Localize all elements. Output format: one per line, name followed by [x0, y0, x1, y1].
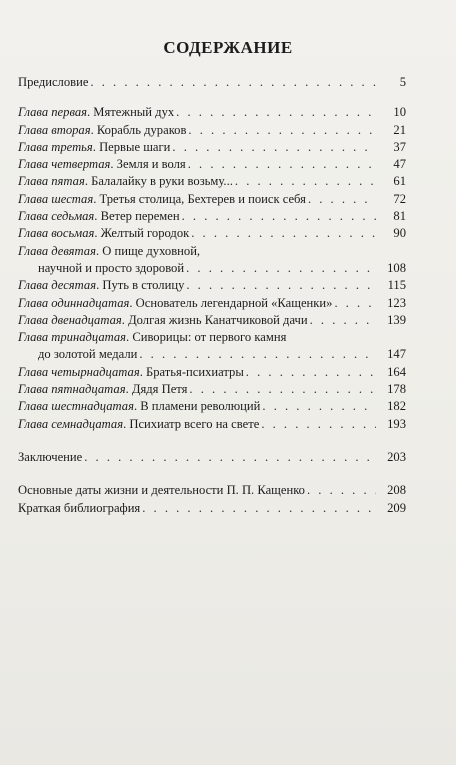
page-number: 147 [387, 347, 406, 362]
chapter-number: Глава восьмая [18, 226, 95, 241]
leader-dots [308, 191, 376, 208]
page-number: 164 [387, 364, 406, 379]
toc-entry-chapter-14: Глава четырнадцатая. Братья-психиатры . . . 164 [18, 364, 406, 381]
page-number: 90 [393, 226, 406, 241]
toc-entry-chapter-2: Глава вторая. Корабль дураков . . . 21 [18, 122, 406, 139]
toc-entry-chapter-7: Глава седьмая. Ветер перемен . . . 81 [18, 208, 406, 225]
chapter-title: Третья столица, Бехтерев и поиск себя [99, 191, 306, 206]
leader-dots [176, 104, 376, 121]
toc-entry-chapter-6: Глава шестая. Третья столица, Бехтерев и поиск себя . . . 72 [18, 191, 406, 208]
page-number: 178 [387, 382, 406, 397]
toc-entry-chapter-10: Глава десятая. Путь в столицу . . . 115 [18, 277, 406, 294]
leader-dots [235, 173, 376, 190]
chapter-number: Глава вторая [18, 122, 91, 137]
leader-dots [139, 346, 376, 363]
leader-dots [186, 260, 376, 277]
chapter-title: Основатель легендарной «Кащенки» [135, 295, 333, 310]
toc-entry-chapter-13 [18, 346, 406, 363]
chapter-title-continued: до золотой медали [38, 347, 138, 362]
leader-dots [142, 500, 376, 517]
chapter-title: Дядя Петя [131, 382, 188, 397]
toc-entry-preface [18, 74, 406, 91]
page-number: 21 [393, 122, 406, 137]
chapter-number: Глава пятнадцатая [18, 382, 126, 397]
toc-label: Предисловие [18, 75, 89, 89]
chapter-title: Корабль дураков [96, 122, 187, 137]
chapter-title-continued: научной и просто здоровой [38, 260, 185, 275]
toc-entry-chapter-9 [18, 260, 406, 277]
leader-dots [90, 74, 376, 91]
leader-dots [172, 139, 376, 156]
chapter-title: Братья-психиатры [145, 364, 244, 379]
chapter-number: Глава семнадцатая [18, 416, 124, 431]
leader-dots [186, 277, 376, 294]
leader-dots [246, 364, 376, 381]
toc-entry-chapter-12: Глава двенадцатая. Долгая жизнь Канатчиковой дачи . . . 139 [18, 312, 406, 329]
leader-dots [307, 482, 376, 499]
toc-label: Основные даты жизни и деятельности П. П. Кащенко [18, 483, 305, 498]
page-title: СОДЕРЖАНИЕ [163, 38, 293, 57]
leader-dots [84, 449, 376, 466]
leader-dots [188, 122, 376, 139]
toc-entry-chapter-9-line1: Глава девятая. О пище духовной, [18, 243, 201, 258]
toc-entry-chapter-5: Глава пятая. Балалайку в руки возьму... . . . 61 [18, 173, 406, 190]
chapter-number: Глава четырнадцатая [18, 364, 140, 379]
page-number: 115 [387, 278, 406, 293]
toc-label: Заключение [18, 449, 83, 464]
toc-entry-bibliography [18, 500, 406, 517]
toc-entry-chapter-15: Глава пятнадцатая. Дядя Петя . . . 178 [18, 381, 406, 398]
chapter-title: Сиворицы: от первого камня [132, 330, 287, 345]
chapter-title: Желтый городок [100, 226, 190, 241]
page-number: 47 [393, 157, 406, 172]
chapter-number: Глава одиннадцатая [18, 295, 130, 310]
chapter-number: Глава пятая [18, 174, 85, 189]
page-number: 209 [387, 500, 406, 515]
chapter-number: Глава четвертая [18, 157, 111, 172]
chapter-number: Глава первая [18, 105, 87, 120]
page-number: 81 [393, 209, 406, 224]
toc-entry-chapter-3: Глава третья. Первые шаги . . . 37 [18, 139, 406, 156]
chapter-title: Путь в столицу [102, 278, 185, 293]
chapter-number: Глава двенадцатая [18, 312, 122, 327]
chapter-title: Психиатр всего на свете [129, 416, 260, 431]
chapter-number: Глава третья [18, 139, 93, 154]
page-number: 61 [393, 174, 406, 189]
leader-dots [310, 312, 376, 329]
leader-dots [188, 156, 376, 173]
page-number: 72 [393, 191, 406, 206]
toc-entry-chapter-11: Глава одиннадцатая. Основатель легендарной «Кащенки» . . . 123 [18, 295, 406, 312]
toc-entry-chapter-1: Глава первая. Мятежный дух . . . 10 [18, 104, 406, 121]
page-number: 139 [387, 312, 406, 327]
leader-dots [334, 295, 376, 312]
page-number: 208 [387, 483, 406, 498]
toc-entry-chapter-13-line1: Глава тринадцатая. Сиворицы: от первого камня [18, 330, 287, 345]
toc-label: Краткая библиография [18, 500, 141, 515]
chapter-number: Глава тринадцатая [18, 330, 127, 345]
page-number: 108 [387, 260, 406, 275]
chapter-title: Ветер перемен [100, 209, 180, 224]
chapter-title: Земля и воля [116, 157, 186, 172]
table-of-contents [18, 74, 406, 517]
chapter-title: О пище духовной, [102, 243, 201, 258]
page-number: 123 [387, 295, 406, 310]
chapter-number: Глава шестнадцатая [18, 399, 134, 414]
leader-dots [262, 398, 376, 415]
chapter-number: Глава девятая [18, 243, 96, 258]
toc-entry-conclusion [18, 449, 406, 466]
leader-dots [261, 416, 376, 433]
chapter-title: Первые шаги [99, 139, 171, 154]
chapter-number: Глава седьмая [18, 209, 95, 224]
leader-dots [191, 225, 376, 242]
page-number: 37 [393, 139, 406, 154]
chapter-title: Мятежный дух [93, 105, 175, 120]
toc-entry-chapter-4: Глава четвертая. Земля и воля . . . 47 [18, 156, 406, 173]
page-number: 203 [387, 449, 406, 464]
toc-entry-chapter-17: Глава семнадцатая. Психиатр всего на свете . . . 193 [18, 416, 406, 433]
toc-entry-chapter-8: Глава восьмая. Желтый городок . . . 90 [18, 225, 406, 242]
toc-entry-dates [18, 482, 406, 499]
leader-dots [182, 208, 376, 225]
page-number: 10 [393, 105, 406, 120]
page-number: 5 [399, 75, 406, 89]
chapter-title: Долгая жизнь Канатчиковой дачи [128, 312, 308, 327]
page-number: 182 [387, 399, 406, 414]
chapter-number: Глава шестая [18, 191, 94, 206]
page-number: 193 [387, 416, 406, 431]
chapter-title: Балалайку в руки возьму... [91, 174, 233, 189]
toc-entry-chapter-16: Глава шестнадцатая. В пламени революций . . . 182 [18, 398, 406, 415]
leader-dots [189, 381, 376, 398]
chapter-title: В пламени революций [140, 399, 261, 414]
chapter-number: Глава десятая [18, 278, 97, 293]
